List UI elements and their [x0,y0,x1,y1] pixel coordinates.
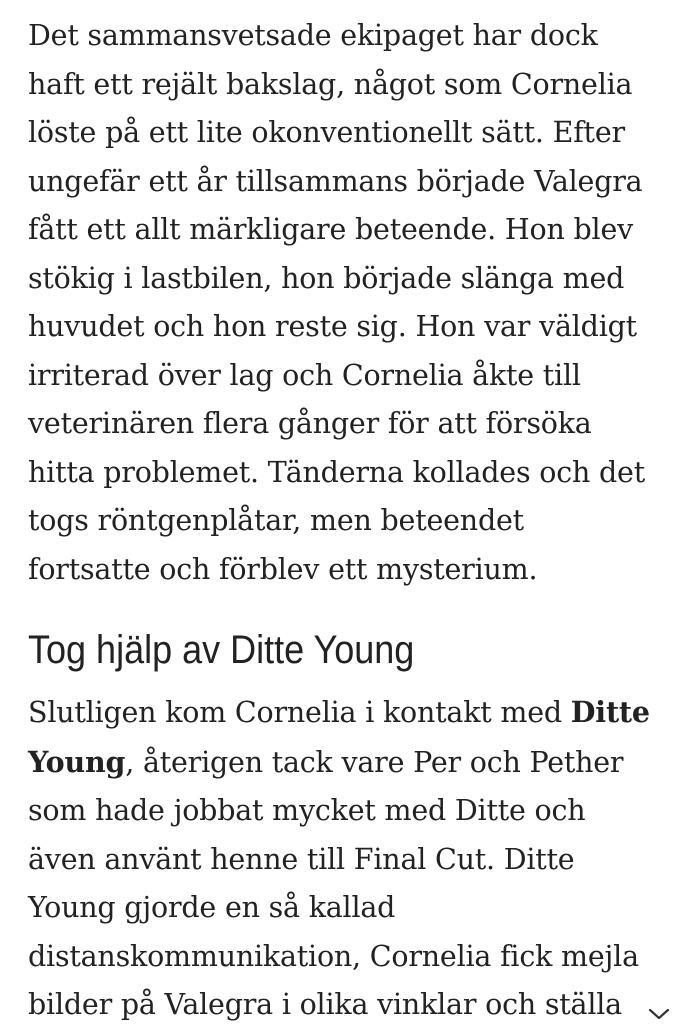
paragraph-line: Det sammansvetsade ekipaget har dock [28,19,598,52]
paragraph-text: Slutligen kom Cornelia i kontakt med [28,696,571,729]
person-name-link: Young [28,744,126,779]
paragraph-line: bilder på Valegra i olika vinklar och ställa [28,988,622,1021]
paragraph-1 [28,12,678,594]
paragraph-line: fortsatte och förblev ett mysterium. [28,552,538,586]
paragraph-line: som hade jobbat mycket med Ditte och [28,794,586,827]
paragraph-line: fått ett allt märkligare beteende. Hon blev [28,213,634,246]
paragraph-line: även använt henne till Final Cut. Ditte [28,842,575,876]
paragraph-2 [28,688,678,1030]
paragraph-line: ungefär ett år tillsammans började Valegra [28,164,643,198]
paragraph-line: distanskommunikation, Cornelia fick mejla [28,939,639,973]
paragraph-line: Young gjorde en så kallad [28,891,396,924]
paragraph-line [28,738,678,788]
person-name-link: Ditte [570,695,650,729]
article-body [28,12,678,1030]
paragraph-line: togs röntgenplåtar, men beteendet [28,504,524,537]
paragraph-line: löste på ett lite okonventionellt sätt. Efter [28,116,625,149]
paragraph-line: veterinären flera gånger för att försöka [28,407,592,440]
paragraph-line: huvudet och hon reste sig. Hon var väldigt [28,310,637,343]
paragraph-line [28,688,678,738]
chevron-down-icon[interactable] [648,1007,670,1021]
paragraph-line: hitta problemet. Tänderna kollades och det [28,455,645,489]
paragraph-line: irriterad över lag och Cornelia åkte till [28,358,581,392]
paragraph-text: , återigen tack vare Per och Pether [125,745,624,779]
paragraph-line: haft ett rejält bakslag, något som Cornelia [28,67,633,101]
section-heading: Tog hjälp av Ditte Young [28,628,415,672]
paragraph-line: stökig i lastbilen, hon började slänga med [28,261,625,295]
